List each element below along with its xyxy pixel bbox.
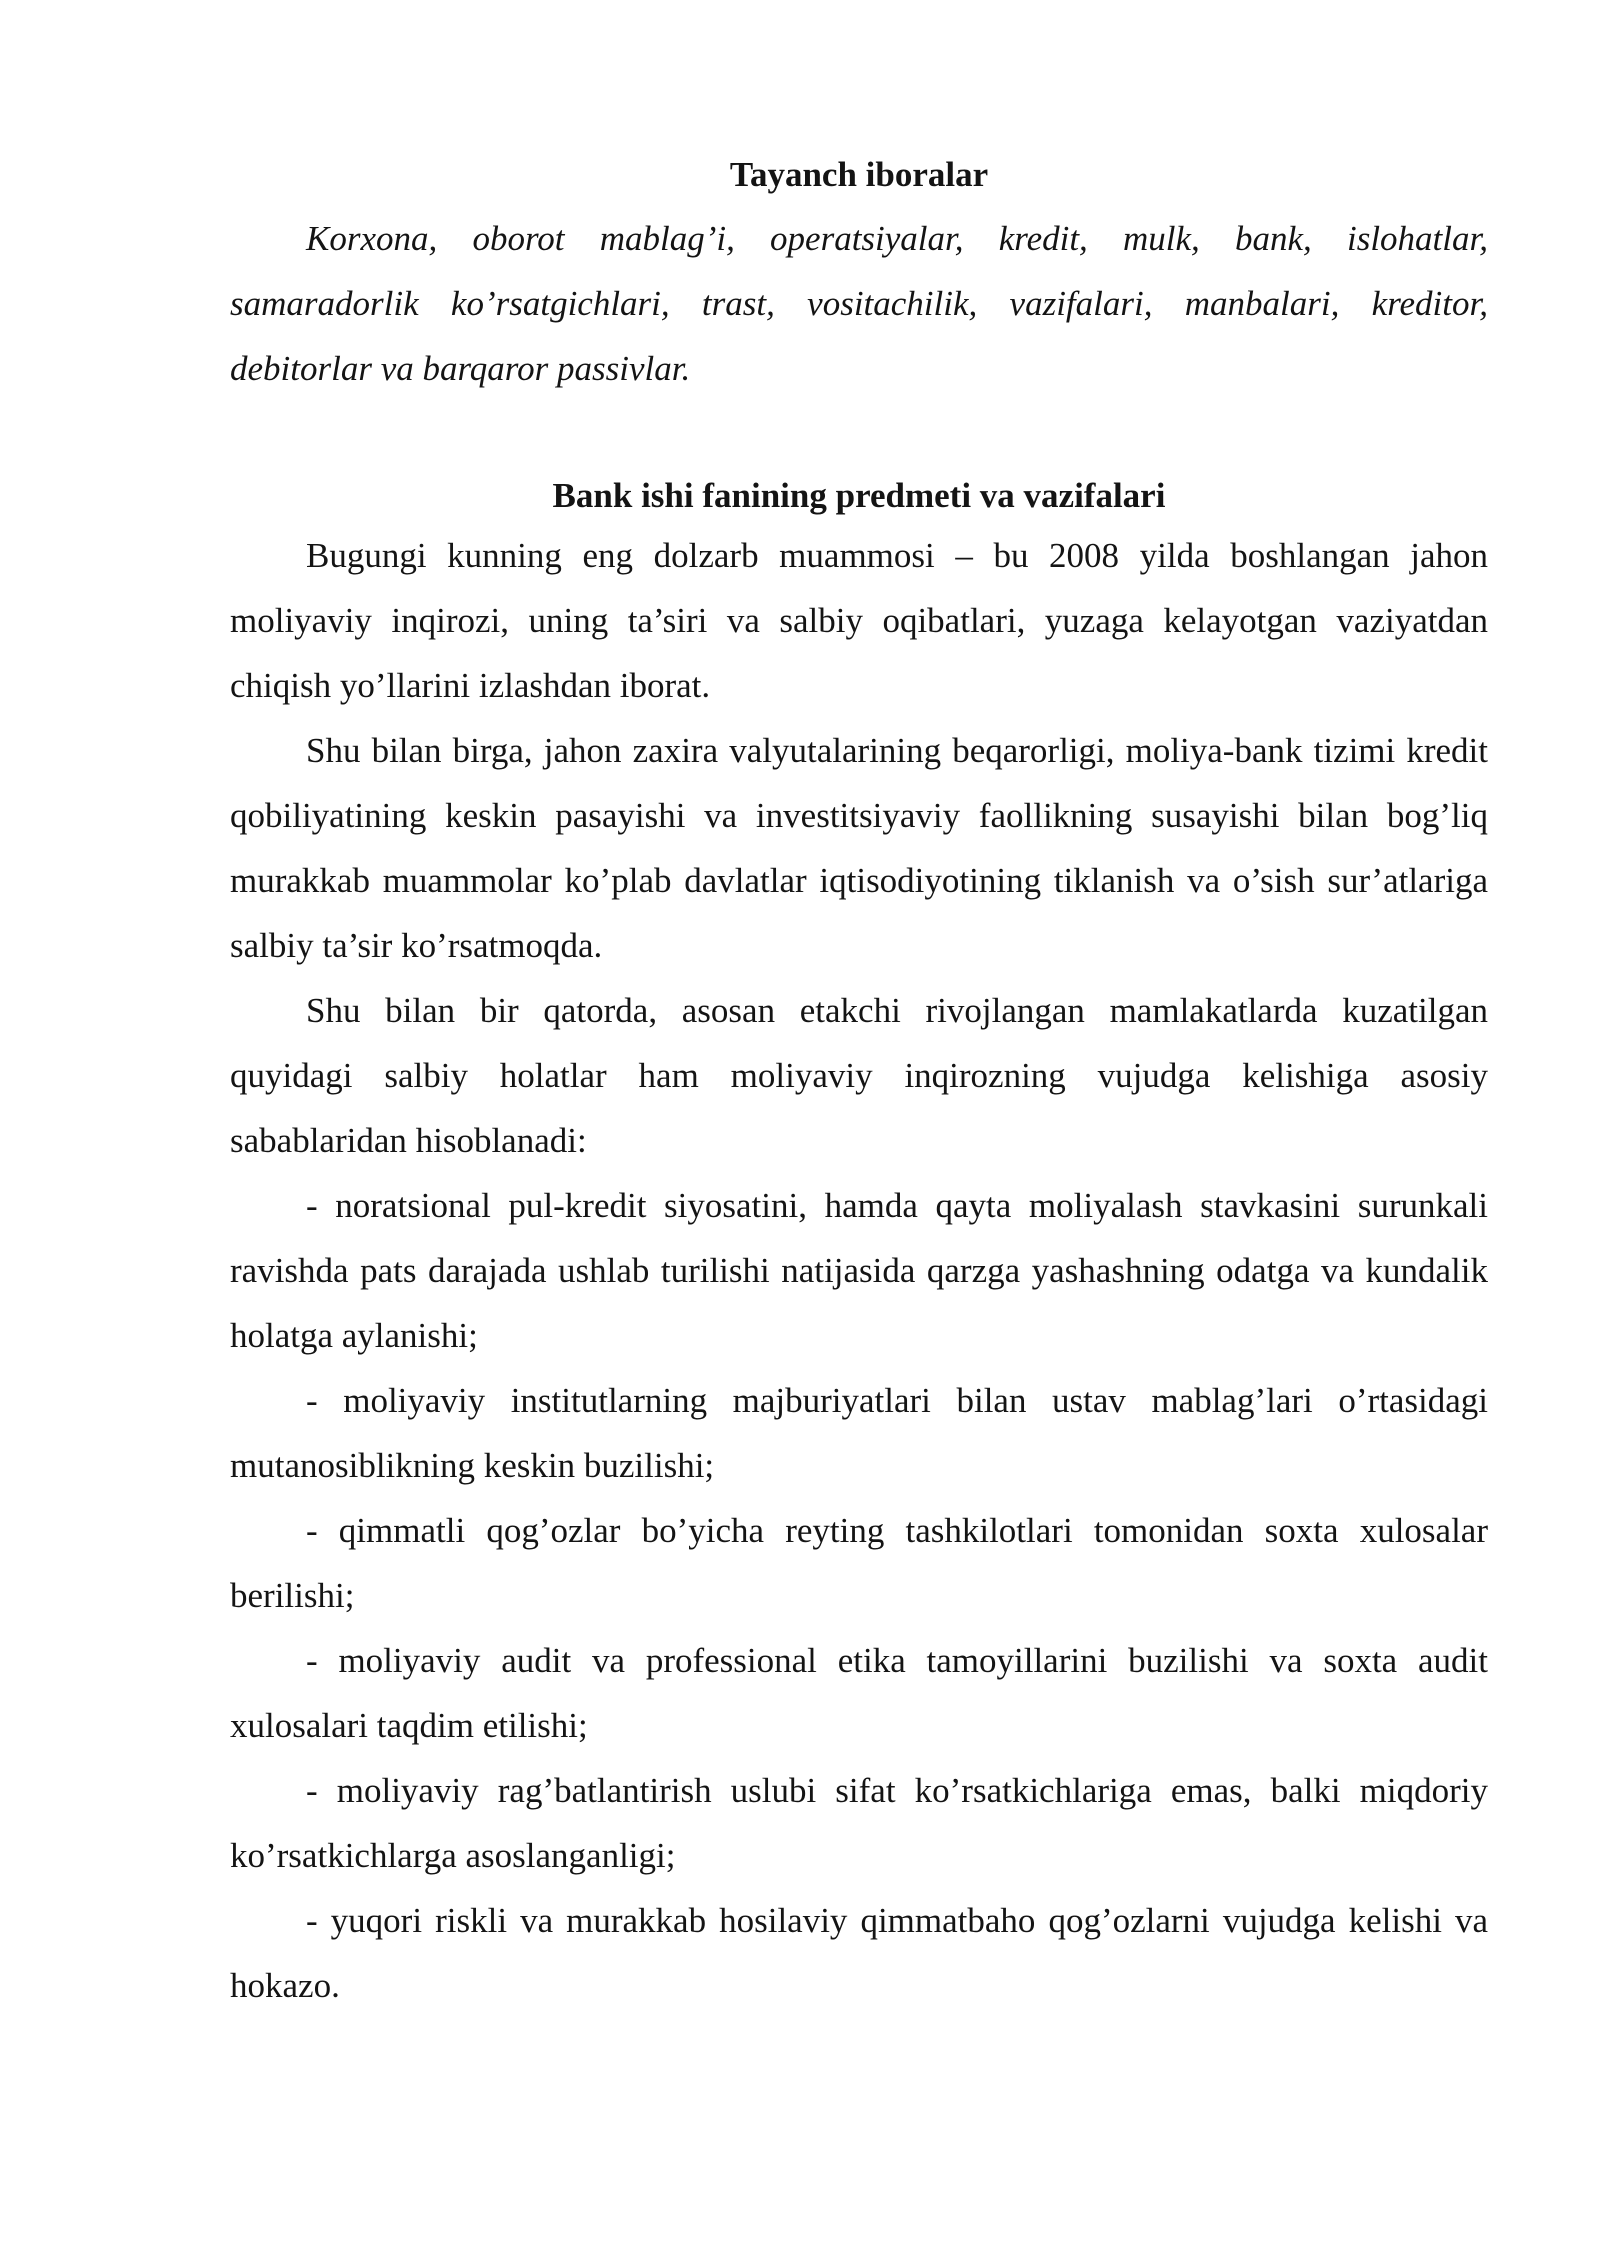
list-item: - moliyaviy institutlarning majburiyatlari bilan ustav mablag’lari o’rtasidagi mutanosiblikning keskin buzilishi;	[230, 1381, 1488, 1485]
list-item: - qimmatli qog’ozlar bo’yicha reyting tashkilotlari tomonidan soxta xulosalar berilishi;	[230, 1511, 1488, 1615]
keywords-heading: Tayanch iboralar	[729, 155, 989, 194]
paragraph: Shu bilan birga, jahon zaxira valyutalarining beqarorligi, moliya-bank tizimi kredit qobiliyatining keskin pasayishi va investitsiyaviy faollikning susayishi bilan bog’liq murakkab muammolar ko’plab davlatlar iqtisodiyotining tiklanish va o’sish sur’atlariga salbiy ta’sir ko’rsatmoqda.	[230, 731, 1488, 965]
document-page	[230, 148, 1488, 2018]
list-item: - yuqori riskli va murakkab hosilaviy qimmatbaho qog’ozlarni vujudga kelishi va hokazo.	[230, 1901, 1488, 2005]
paragraph: Bugungi kunning eng dolzarb muammosi – bu 2008 yilda boshlangan jahon moliyaviy inqirozi, uning ta’siri va salbiy oqibatlari, yuzaga kelayotgan vaziyatdan chiqish yo’llarini izlashdan iborat.	[230, 536, 1488, 705]
paragraph: Shu bilan bir qatorda, asosan etakchi rivojlangan mamlakatlarda kuzatilgan quyidagi salbiy holatlar ham moliyaviy inqirozning vujudga kelishiga asosiy sabablaridan hisoblanadi:	[230, 991, 1488, 1160]
section-heading: Bank ishi fanining predmeti va vazifalari	[552, 476, 1166, 515]
list-item: - moliyaviy audit va professional etika tamoyillarini buzilishi va soxta audit xulosalari taqdim etilishi;	[230, 1641, 1488, 1745]
list-item: - noratsional pul-kredit siyosatini, hamda qayta moliyalash stavkasini surunkali ravishda pats darajada ushlab turilishi natijasida qarzga yashashning odatga va kundalik holatga aylanishi;	[230, 1186, 1488, 1355]
keywords-text: Korxona, oborot mablag’i, operatsiyalar, kredit, mulk, bank, islohatlar, samaradorlik ko’rsatgichlari, trast, vositachilik, vazifalari, manbalari, kreditor, debitorlar va barqaror passivlar.	[230, 219, 1488, 388]
list-item: - moliyaviy rag’batlantirish uslubi sifat ko’rsatkichlariga emas, balki miqdoriy ko’rsatkichlarga asoslanganligi;	[230, 1771, 1488, 1875]
